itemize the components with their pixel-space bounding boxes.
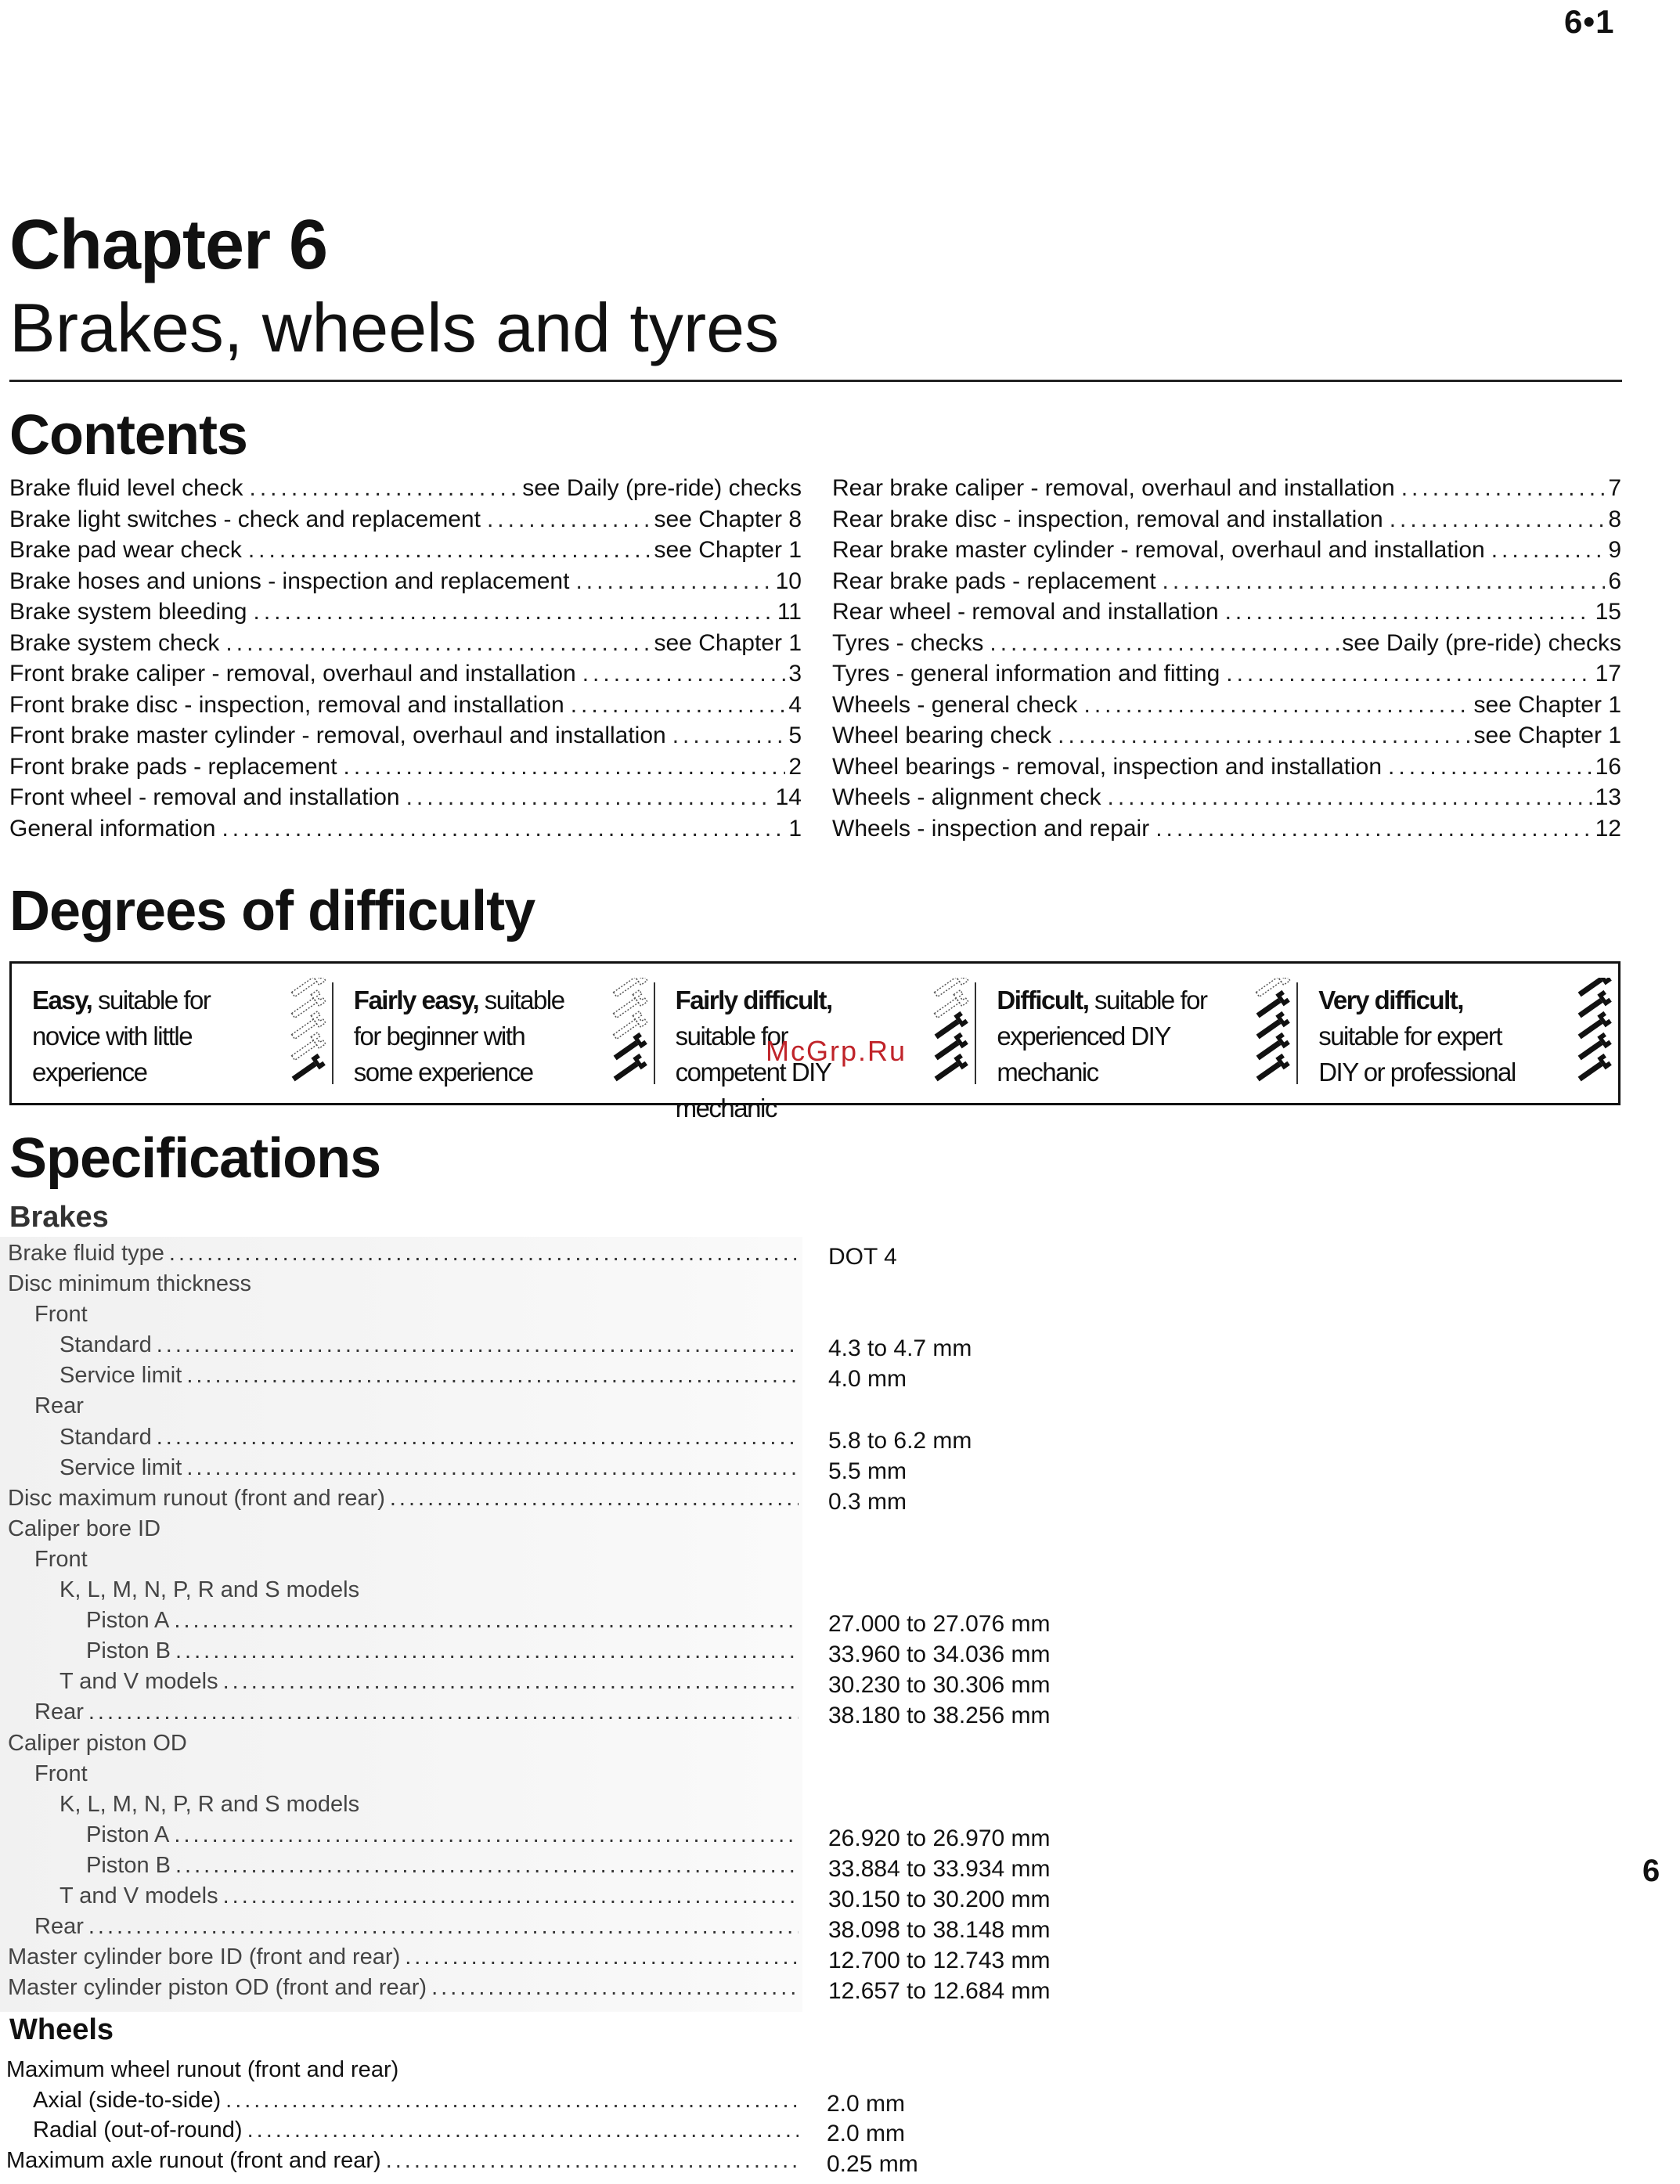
specification-value: 4.3 to 4.7 mm bbox=[828, 1335, 972, 1362]
specification-label-text: T and V models bbox=[59, 1883, 218, 1908]
dot-leader bbox=[406, 784, 773, 811]
contents-item-label: Rear brake master cylinder - removal, overhaul and installation bbox=[832, 537, 1485, 563]
specification-label-text: Master cylinder piston OD (front and rear) bbox=[8, 1975, 427, 2001]
contents-item-reference: see Chapter 1 bbox=[654, 537, 802, 563]
specification-value: 0.3 mm bbox=[828, 1488, 907, 1515]
specification-label-text: Standard bbox=[59, 1424, 152, 1450]
spanner-filled-icon bbox=[932, 1011, 968, 1043]
dot-leader bbox=[247, 2117, 799, 2143]
specification-label bbox=[33, 2117, 799, 2143]
spanner-outline-icon bbox=[611, 1011, 647, 1043]
specification-label-text: Piston B bbox=[86, 1638, 171, 1664]
specification-value: DOT 4 bbox=[828, 1244, 897, 1270]
specification-row bbox=[8, 1361, 1104, 1392]
contents-item bbox=[9, 537, 802, 568]
dot-leader bbox=[1390, 506, 1606, 533]
difficulty-level-text: suitable for competent DIY mechanic bbox=[675, 1022, 831, 1123]
specification-row bbox=[8, 1392, 1104, 1422]
difficulty-heading: Degrees of difficulty bbox=[9, 880, 535, 942]
contents-item-reference: 12 bbox=[1595, 815, 1621, 842]
contents-item-label: Wheels - inspection and repair bbox=[832, 815, 1150, 842]
contents-item-reference: 14 bbox=[775, 784, 802, 810]
contents-item-label: Brake pad wear check bbox=[9, 537, 242, 563]
contents-item bbox=[9, 475, 802, 506]
specification-label-text: Axial (side-to-side) bbox=[33, 2087, 222, 2113]
title-divider bbox=[9, 380, 1622, 382]
chapter-title: Chapter 6 bbox=[9, 206, 328, 284]
contents-item-reference: see Chapter 1 bbox=[1473, 723, 1621, 748]
contents-heading: Contents bbox=[9, 404, 247, 467]
dot-leader bbox=[405, 1944, 799, 1970]
contents-item bbox=[832, 568, 1621, 600]
contents-item bbox=[832, 506, 1621, 538]
dot-leader bbox=[157, 1332, 799, 1358]
dot-leader bbox=[344, 754, 786, 780]
contents-item bbox=[9, 661, 802, 692]
contents-item-label: Wheels - alignment check bbox=[832, 784, 1101, 810]
dot-leader bbox=[223, 1669, 799, 1695]
specification-label-text: Front bbox=[34, 1302, 88, 1328]
contents-item-reference: 15 bbox=[1595, 599, 1621, 625]
specification-row bbox=[8, 1454, 1104, 1484]
wheels-heading: Wheels bbox=[9, 2013, 114, 2046]
specification-label-text: Piston B bbox=[86, 1852, 171, 1878]
specification-label bbox=[8, 1516, 799, 1542]
specification-value: 0.25 mm bbox=[827, 2150, 918, 2177]
specification-row bbox=[6, 2146, 1102, 2177]
contents-item-label: Front brake disc - inspection, removal and installation bbox=[9, 691, 564, 718]
difficulty-description bbox=[997, 982, 1224, 1090]
specification-label bbox=[59, 1363, 799, 1389]
specification-row bbox=[8, 1729, 1104, 1760]
specification-label-text: Piston A bbox=[86, 1822, 170, 1847]
specification-label bbox=[59, 1577, 799, 1603]
contents-item bbox=[832, 816, 1621, 847]
contents-left-column bbox=[9, 475, 802, 846]
specification-label bbox=[34, 1761, 799, 1787]
specification-label bbox=[34, 1914, 799, 1940]
specification-label-text: Front bbox=[34, 1761, 88, 1786]
contents-item bbox=[9, 692, 802, 723]
specification-row bbox=[8, 1423, 1104, 1454]
spanner-rating-icon bbox=[1248, 978, 1293, 1095]
contents-item bbox=[832, 754, 1621, 785]
specification-label-text: Maximum wheel runout (front and rear) bbox=[6, 2057, 399, 2082]
dot-leader bbox=[1083, 692, 1470, 719]
contents-item bbox=[9, 784, 802, 816]
contents-item-reference: see Chapter 1 bbox=[654, 629, 802, 656]
specification-row bbox=[8, 1576, 1104, 1606]
specification-value: 5.5 mm bbox=[828, 1458, 907, 1484]
contents-item-label: Brake system check bbox=[9, 629, 220, 656]
contents-item-label: Brake light switches - check and replacement bbox=[9, 506, 481, 532]
specification-label bbox=[59, 1455, 799, 1481]
spanner-rating-icon bbox=[1570, 978, 1615, 1095]
difficulty-description bbox=[354, 982, 581, 1090]
specification-row bbox=[8, 1973, 1104, 2004]
contents-item bbox=[832, 475, 1621, 506]
specification-row bbox=[8, 1943, 1104, 1973]
dot-leader bbox=[386, 2148, 799, 2174]
specification-row bbox=[8, 1760, 1104, 1790]
dot-leader bbox=[249, 475, 519, 502]
specification-label bbox=[6, 2148, 799, 2174]
contents-item-reference: see Chapter 1 bbox=[1473, 691, 1621, 718]
contents-item bbox=[9, 723, 802, 754]
specification-row bbox=[8, 1606, 1104, 1637]
contents-item-reference: 7 bbox=[1608, 475, 1621, 501]
specification-value: 38.098 to 38.148 mm bbox=[828, 1917, 1051, 1944]
contents-item-reference: 3 bbox=[788, 661, 802, 687]
specification-label bbox=[59, 1883, 799, 1909]
specification-label-text: Disc minimum thickness bbox=[8, 1271, 251, 1297]
difficulty-level bbox=[1298, 982, 1618, 1087]
contents-item-reference: see Daily (pre-ride) checks bbox=[522, 475, 802, 501]
dot-leader bbox=[672, 723, 786, 749]
spanner-rating-icon bbox=[283, 978, 329, 1095]
contents-item-label: Brake system bleeding bbox=[9, 599, 247, 625]
dot-leader bbox=[487, 506, 651, 533]
specification-value: 2.0 mm bbox=[827, 2090, 906, 2117]
specification-label-text: Master cylinder bore ID (front and rear) bbox=[8, 1944, 401, 1970]
contents-item-reference: 17 bbox=[1595, 661, 1621, 687]
dot-leader bbox=[1491, 537, 1606, 564]
spanner-outline-icon bbox=[611, 978, 647, 1000]
specifications-heading: Specifications bbox=[9, 1127, 381, 1190]
brakes-heading: Brakes bbox=[9, 1201, 109, 1234]
dot-leader bbox=[175, 1638, 799, 1664]
page-number: 6•1 bbox=[1564, 3, 1615, 40]
specification-row bbox=[8, 1484, 1104, 1515]
specification-value: 12.657 to 12.684 mm bbox=[828, 1978, 1051, 2005]
dot-leader bbox=[186, 1455, 799, 1481]
difficulty-level-text: suitable for novice with little experience bbox=[32, 986, 211, 1087]
contents-item-label: Front brake pads - replacement bbox=[9, 753, 337, 780]
specification-label bbox=[8, 1241, 799, 1267]
dot-leader bbox=[169, 1241, 799, 1267]
contents-item-label: Brake hoses and unions - inspection and replacement bbox=[9, 568, 570, 594]
spanner-filled-icon bbox=[1254, 990, 1290, 1022]
contents-item bbox=[832, 630, 1621, 661]
contents-item-label: Tyres - general information and fitting bbox=[832, 661, 1220, 687]
dot-leader bbox=[88, 1914, 799, 1940]
specification-label-text: Caliper piston OD bbox=[8, 1730, 187, 1756]
specification-row bbox=[8, 1545, 1104, 1576]
difficulty-level-name: Very difficult, bbox=[1318, 986, 1463, 1015]
specification-label bbox=[33, 2088, 799, 2114]
spanner-outline-icon bbox=[932, 990, 968, 1022]
specification-row bbox=[8, 1515, 1104, 1545]
contents-item-reference: 16 bbox=[1595, 753, 1621, 780]
brakes-specification-list bbox=[8, 1239, 1104, 2004]
spanner-rating-icon bbox=[605, 978, 651, 1095]
difficulty-level-text: suitable for beginner with some experience bbox=[353, 986, 564, 1087]
dot-leader bbox=[1107, 784, 1592, 811]
spanner-outline-icon bbox=[289, 1011, 325, 1043]
dot-leader bbox=[186, 1363, 799, 1389]
contents-item-reference: 11 bbox=[777, 599, 802, 625]
specification-label-text: Service limit bbox=[59, 1454, 182, 1480]
contents-item-reference: see Daily (pre-ride) checks bbox=[1342, 629, 1621, 656]
specification-label bbox=[86, 1822, 799, 1848]
chapter-subtitle: Brakes, wheels and tyres bbox=[9, 289, 780, 366]
specification-label bbox=[34, 1547, 799, 1573]
specification-value: 5.8 to 6.2 mm bbox=[828, 1427, 972, 1454]
dot-leader bbox=[1388, 754, 1592, 780]
specification-value: 4.0 mm bbox=[828, 1366, 907, 1393]
dot-leader bbox=[1058, 723, 1470, 749]
contents-item bbox=[9, 568, 802, 600]
dot-leader bbox=[175, 1853, 799, 1879]
specification-value: 27.000 to 27.076 mm bbox=[828, 1611, 1051, 1638]
difficulty-level-name: Fairly difficult, bbox=[675, 986, 832, 1015]
contents-item-label: Wheel bearing check bbox=[832, 723, 1052, 748]
specification-label bbox=[8, 1731, 799, 1757]
contents-item bbox=[832, 784, 1621, 816]
dot-leader bbox=[390, 1486, 799, 1512]
specification-label-text: Caliper bore ID bbox=[8, 1515, 161, 1541]
contents-item bbox=[9, 816, 802, 847]
difficulty-level-name: Easy, bbox=[32, 986, 92, 1015]
difficulty-level-name: Difficult, bbox=[997, 986, 1089, 1015]
specification-label-text: K, L, M, N, P, R and S models bbox=[59, 1577, 360, 1603]
dot-leader bbox=[174, 1608, 799, 1634]
specification-label bbox=[86, 1608, 799, 1634]
specification-label-text: Piston A bbox=[86, 1608, 170, 1634]
contents-item-label: Brake fluid level check bbox=[9, 475, 243, 501]
specification-label bbox=[86, 1638, 799, 1664]
dot-leader bbox=[157, 1425, 799, 1451]
dot-leader bbox=[222, 816, 785, 842]
specification-label-text: Rear bbox=[34, 1699, 84, 1725]
specification-label-text: K, L, M, N, P, R and S models bbox=[59, 1791, 360, 1817]
specification-value: 2.0 mm bbox=[827, 2121, 906, 2146]
specification-row bbox=[8, 1239, 1104, 1270]
contents-item bbox=[832, 661, 1621, 692]
contents-item-reference: 8 bbox=[1608, 506, 1621, 532]
spanner-outline-icon bbox=[289, 1033, 325, 1064]
specification-row bbox=[8, 1821, 1104, 1851]
contents-item-reference: 5 bbox=[788, 723, 802, 748]
specification-row bbox=[8, 1331, 1104, 1361]
specification-label-text: Rear bbox=[34, 1914, 84, 1940]
contents-right-column bbox=[832, 475, 1621, 846]
dot-leader bbox=[1155, 816, 1592, 842]
difficulty-level-text: suitable for experienced DIY mechanic bbox=[997, 986, 1207, 1087]
difficulty-level bbox=[333, 982, 655, 1087]
contents-item-label: Front brake caliper - removal, overhaul and installation bbox=[9, 661, 576, 687]
difficulty-level bbox=[655, 982, 977, 1123]
spanner-outline-icon bbox=[289, 990, 325, 1022]
dot-leader bbox=[990, 630, 1339, 657]
dot-leader bbox=[174, 1822, 799, 1848]
difficulty-description bbox=[32, 982, 259, 1090]
specification-row bbox=[6, 2116, 1102, 2146]
contents-item bbox=[9, 599, 802, 630]
contents-item-label: Wheel bearings - removal, inspection and installation bbox=[832, 753, 1383, 780]
contents-item-reference: 9 bbox=[1608, 537, 1621, 563]
specification-label-text: T and V models bbox=[59, 1669, 218, 1695]
specification-value: 30.230 to 30.306 mm bbox=[828, 1672, 1051, 1699]
watermark: McGrp.Ru bbox=[766, 1035, 907, 1067]
dot-leader bbox=[571, 692, 786, 719]
contents-item-label: Rear brake caliper - removal, overhaul and installation bbox=[832, 475, 1395, 501]
specification-label-text: Front bbox=[34, 1546, 88, 1572]
contents-item-label: Rear brake disc - inspection, removal and installation bbox=[832, 506, 1383, 532]
contents-item-reference: 2 bbox=[788, 753, 802, 780]
contents-item bbox=[9, 630, 802, 661]
dot-leader bbox=[223, 1883, 799, 1909]
contents-item-reference: 4 bbox=[788, 691, 802, 718]
contents-item-label: Rear brake pads - replacement bbox=[832, 568, 1156, 594]
dot-leader bbox=[582, 661, 786, 687]
specification-label bbox=[8, 1486, 799, 1512]
contents-item-label: Front wheel - removal and installation bbox=[9, 784, 400, 810]
specification-row bbox=[8, 1851, 1104, 1882]
dot-leader bbox=[1401, 475, 1606, 502]
difficulty-level-name: Fairly easy, bbox=[353, 986, 479, 1015]
contents-item bbox=[832, 723, 1621, 754]
specification-row bbox=[6, 2056, 1102, 2086]
difficulty-level bbox=[976, 982, 1298, 1087]
specification-value: 12.700 to 12.743 mm bbox=[828, 1948, 1051, 1974]
contents-item bbox=[9, 754, 802, 785]
dot-leader bbox=[225, 630, 651, 657]
contents-item-label: General information bbox=[9, 815, 216, 842]
specification-label bbox=[86, 1853, 799, 1879]
specification-row bbox=[8, 1270, 1104, 1300]
dot-leader bbox=[1163, 568, 1606, 595]
dot-leader bbox=[248, 537, 651, 564]
specification-label bbox=[8, 1975, 799, 2001]
spanner-filled-icon bbox=[289, 1054, 325, 1085]
specification-label bbox=[34, 1393, 799, 1419]
specification-label-text: Disc maximum runout (front and rear) bbox=[8, 1485, 385, 1511]
spanner-outline-icon bbox=[611, 990, 647, 1022]
specification-label bbox=[59, 1332, 799, 1358]
dot-leader bbox=[225, 2088, 799, 2114]
specification-value: 30.150 to 30.200 mm bbox=[828, 1886, 1051, 1912]
spanner-outline-icon bbox=[1254, 978, 1290, 1000]
dot-leader bbox=[254, 599, 774, 625]
specification-label-text: Radial (out-of-round) bbox=[33, 2117, 243, 2143]
chapter-tab-number: 6 bbox=[1642, 1854, 1660, 1888]
contents-item-reference: 1 bbox=[788, 815, 802, 842]
specification-row bbox=[8, 1912, 1104, 1943]
specification-row bbox=[8, 1637, 1104, 1667]
specification-row bbox=[8, 1882, 1104, 1912]
specification-label-text: Rear bbox=[34, 1393, 84, 1419]
specification-row bbox=[8, 1790, 1104, 1821]
specification-label bbox=[8, 1944, 799, 1970]
spanner-filled-icon bbox=[1575, 978, 1611, 1000]
specification-label-text: Brake fluid type bbox=[8, 1241, 164, 1266]
specification-label bbox=[59, 1792, 799, 1818]
spanner-rating-icon bbox=[926, 978, 972, 1095]
spanner-outline-icon bbox=[289, 978, 325, 1000]
specification-row bbox=[6, 2086, 1102, 2117]
difficulty-level bbox=[12, 982, 333, 1087]
contents-item-reference: see Chapter 8 bbox=[654, 506, 802, 532]
contents-item-label: Tyres - checks bbox=[832, 629, 984, 656]
difficulty-description bbox=[1318, 982, 1545, 1090]
dot-leader bbox=[1226, 661, 1592, 687]
contents-item bbox=[832, 537, 1621, 568]
specification-label bbox=[34, 1699, 799, 1725]
spanner-outline-icon bbox=[932, 978, 968, 1000]
contents-item-label: Wheels - general check bbox=[832, 691, 1078, 718]
contents-item bbox=[9, 506, 802, 538]
specification-label bbox=[59, 1425, 799, 1451]
contents-item-label: Rear wheel - removal and installation bbox=[832, 599, 1219, 625]
contents-item-reference: 10 bbox=[775, 568, 802, 594]
specification-value: 33.960 to 34.036 mm bbox=[828, 1642, 1051, 1668]
specification-value: 38.180 to 38.256 mm bbox=[828, 1703, 1051, 1729]
specification-row bbox=[8, 1300, 1104, 1331]
contents-item-reference: 6 bbox=[1608, 568, 1621, 594]
specification-label-text: Maximum axle runout (front and rear) bbox=[6, 2147, 381, 2173]
difficulty-table bbox=[9, 961, 1621, 1123]
contents-item bbox=[832, 599, 1621, 630]
contents-item-reference: 13 bbox=[1595, 784, 1621, 810]
specification-label-text: Standard bbox=[59, 1332, 152, 1358]
dot-leader bbox=[575, 568, 772, 595]
specification-value: 26.920 to 26.970 mm bbox=[828, 1825, 1051, 1851]
wheels-specification-list bbox=[6, 2056, 1102, 2176]
specification-label bbox=[6, 2057, 799, 2083]
contents-item bbox=[832, 692, 1621, 723]
specification-label bbox=[34, 1302, 799, 1328]
difficulty-level-text: suitable for expert DIY or professional bbox=[1318, 1022, 1516, 1087]
spanner-filled-icon bbox=[611, 1033, 647, 1064]
dot-leader bbox=[1225, 599, 1592, 625]
contents-item-label: Front brake master cylinder - removal, overhaul and installation bbox=[9, 723, 666, 748]
dot-leader bbox=[431, 1975, 799, 2001]
specification-row bbox=[8, 1698, 1104, 1728]
specification-label bbox=[59, 1669, 799, 1695]
dot-leader bbox=[88, 1699, 799, 1725]
specification-row bbox=[8, 1667, 1104, 1698]
specification-value: 33.884 to 33.934 mm bbox=[828, 1855, 1051, 1882]
specification-label bbox=[8, 1271, 799, 1297]
specification-label-text: Service limit bbox=[59, 1363, 182, 1389]
